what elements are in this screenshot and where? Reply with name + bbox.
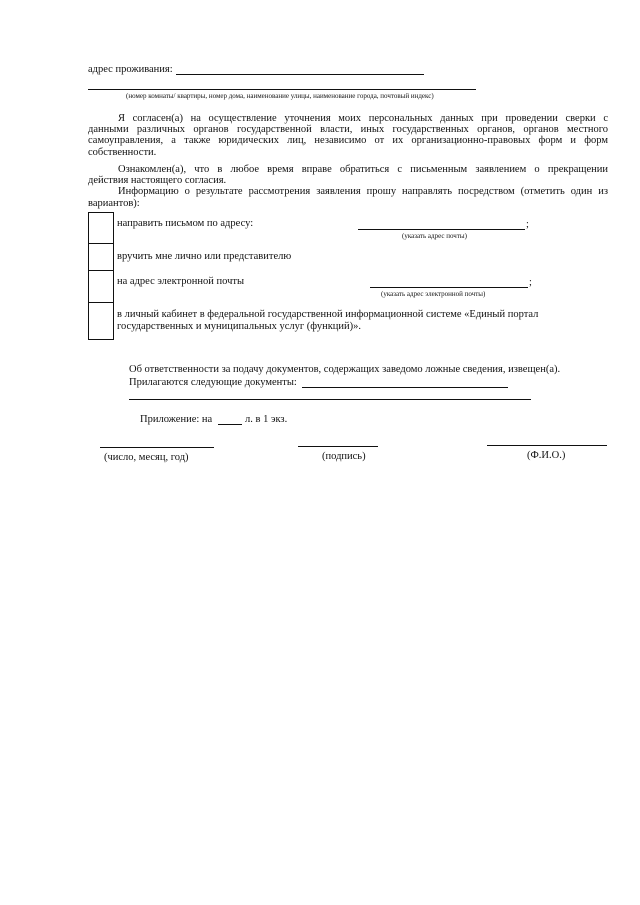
option-portal-line-2: государственных и муниципальных услуг (функций)». xyxy=(117,321,362,332)
address-field-line[interactable] xyxy=(176,74,424,75)
informed-line-1: Ознакомлен(а), что в любое время вправе обратиться с письменным заявлением о прекращении xyxy=(118,164,608,175)
name-caption: (Ф.И.О.) xyxy=(527,450,566,461)
option-portal-checkbox[interactable] xyxy=(88,302,114,340)
attached-documents-field-2[interactable] xyxy=(129,399,531,400)
option-email-checkbox[interactable] xyxy=(88,270,114,303)
consent-line-2: данными различных органов государственной власти, иных государственных органов, органов местного xyxy=(88,124,608,135)
appendix-pages-field[interactable] xyxy=(218,424,242,425)
email-hint: (указать адрес электронной почты) xyxy=(381,290,486,298)
informed-line-2: действия настоящего согласия. xyxy=(88,175,227,186)
appendix-suffix: л. в 1 экз. xyxy=(245,414,288,425)
option-email-label: на адрес электронной почты xyxy=(117,276,245,287)
date-field-line[interactable] xyxy=(100,447,214,448)
option-personal-label: вручить мне лично или представителю xyxy=(117,251,292,262)
email-address-field[interactable] xyxy=(370,287,528,288)
consent-line-1: Я согласен(а) на осуществление уточнения моих персональных данных при проведении сверки с xyxy=(118,113,608,124)
email-suffix: ; xyxy=(529,277,532,288)
address-hint: (номер комнаты/ квартиры, номер дома, наименование улицы, наименование города, почтовый индекс) xyxy=(126,92,434,100)
consent-line-4: собственности. xyxy=(88,147,157,158)
mail-hint: (указать адрес почты) xyxy=(402,232,467,240)
option-mail-checkbox[interactable] xyxy=(88,212,114,244)
option-mail-label: направить письмом по адресу: xyxy=(117,218,254,229)
address-field-line-2[interactable] xyxy=(88,89,476,90)
option-personal-checkbox[interactable] xyxy=(88,243,114,271)
responsibility-statement: Об ответственности за подачу документов, содержащих заведомо ложные сведения, извещен(а). xyxy=(129,364,561,375)
signature-caption: (подпись) xyxy=(322,451,366,462)
consent-line-3: самоуправления, а также юридических лиц, независимо от их организационно-правовых форм и форм xyxy=(88,135,608,146)
attached-documents-label: Прилагаются следующие документы: xyxy=(129,377,297,388)
mail-suffix: ; xyxy=(526,219,529,230)
name-field-line[interactable] xyxy=(487,445,607,446)
result-line-1: Информацию о результате рассмотрения заявления прошу направлять посредством (отметить один из xyxy=(118,186,608,197)
result-line-2: вариантов): xyxy=(88,198,140,209)
option-portal-line-1: в личный кабинет в федеральной государственной информационной системе «Единый портал xyxy=(117,309,539,320)
attached-documents-field[interactable] xyxy=(302,387,508,388)
mail-address-field[interactable] xyxy=(358,229,525,230)
address-label: адрес проживания: xyxy=(88,64,173,75)
signature-field-line[interactable] xyxy=(298,446,378,447)
appendix-prefix: Приложение: на xyxy=(140,414,213,425)
date-caption: (число, месяц, год) xyxy=(104,452,189,463)
